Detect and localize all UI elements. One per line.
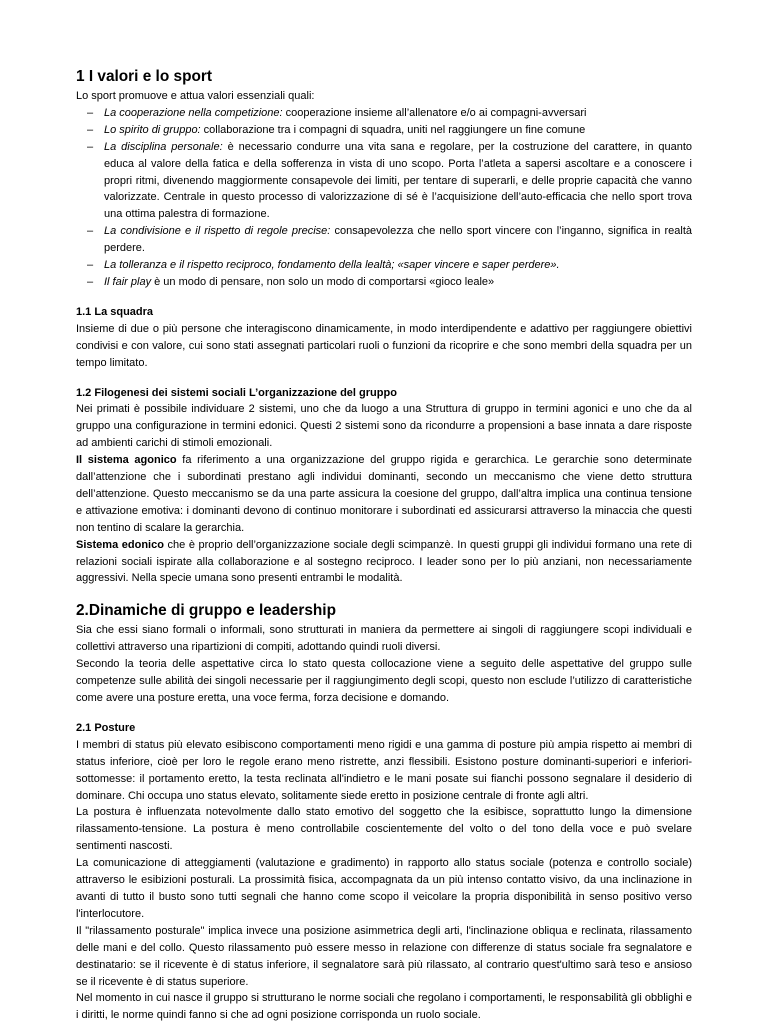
section-2-1-p5: Nel momento in cui nasce il gruppo si strutturano le norme sociali che regolano i comportamenti, le responsabilità gli obblighi e i diritti, le norme quindi fanno si che ad ogni posizione corrisponda un ruolo sociale. — [76, 992, 692, 1022]
edonico-text: che è proprio dell’organizzazione sociale degli scimpanzè. In questi gruppi gli individui formano una rete di relazioni sociali ispirate alla collaborazione e al sostegno reciproco. I leader sono per lo più anziani, non necessariamente aggressivi. Nella specie umana sono presenti entrambi le modalità. — [76, 538, 692, 585]
dash-bullet-icon: – — [87, 259, 94, 272]
list-item — [76, 139, 692, 224]
section-2-1-p4: Il "rilassamento posturale" implica invece una posizione asimmetrica degli arti, l'inclinazione obliqua e reclinata, rilassamento delle mani e del collo. Questo rilassamento può essere messo in relazione con differenze di status sociale fra segnalatore e destinatario: se il ricevente è di status inferiore, il segnalatore sarà più rilassato, al contrario quest'ultimo sarà teso e ansioso se il ricevente è di status superiore. — [76, 924, 692, 988]
section-2-1-heading: 2.1 Posture — [76, 721, 136, 734]
item-lead: La tolleranza e il rispetto reciproco, fondamento della lealtà; «saper vincere e saper perdere». — [104, 259, 560, 272]
section-1-1-heading: 1.1 La squadra — [76, 305, 154, 318]
list-item — [76, 122, 692, 139]
item-lead: Lo spirito di gruppo: — [104, 123, 201, 136]
dash-bullet-icon: – — [87, 275, 94, 288]
section-1-2-body: Nei primati è possibile individuare 2 sistemi, uno che da luogo a una Struttura di gruppo in termini agonici e uno che da al gruppo una configurazione in termini edonici. Questi 2 sistemi sono da ricondurre a propensioni a base innata a dare risposte ad ambienti carichi di stimoli emozionali. — [76, 403, 692, 450]
list-item — [76, 274, 692, 291]
dash-bullet-icon: – — [87, 123, 94, 136]
values-list — [76, 105, 692, 291]
item-text: collaborazione tra i compagni di squadra, uniti nel raggiungere un fine comune — [200, 123, 586, 136]
item-lead: La condivisione e il rispetto di regole precise: — [104, 225, 331, 238]
item-text: è un modo di pensare, non solo un modo di comportarsi «gioco leale» — [151, 275, 495, 288]
section-2-1-p3: La comunicazione di atteggiamenti (valutazione e gradimento) in rapporto allo status sociale (potenza e controllo sociale) attraverso le esibizioni posturali. La prossimità fisica, accompagnata da un più intenso contatto visivo, da una inclinazione in avanti di tutto il busto sono tutti segnali che hanno come scopo il veicolare la propria disponibilità in senso positivo verso l'interlocutore. — [76, 857, 692, 920]
item-text: cooperazione insieme all’allenatore e/o ai compagni-avversari — [282, 106, 587, 119]
dash-bullet-icon: – — [87, 225, 94, 238]
section-2-p2: Secondo la teoria delle aspettative circa lo stato questa collocazione viene a seguito delle aspettative del gruppo sulle competenze sulle abilità dei singoli necessarie per il raggiungimento degli scopi, questo non esclude l’utilizzo di caratteristiche come avere una posture eretta, una voce ferma, forza decisione e domando. — [76, 658, 692, 704]
agonico-paragraph — [76, 452, 692, 537]
list-item — [76, 105, 692, 122]
agonico-lead: Il sistema agonico — [76, 454, 177, 467]
section-1-2-heading: 1.2 Filogenesi dei sistemi sociali L’organizzazione del gruppo — [76, 386, 397, 399]
item-lead: La disciplina personale: — [104, 140, 223, 153]
dash-bullet-icon: – — [87, 106, 94, 119]
section-2-p1: Sia che essi siano formali o informali, sono strutturati in maniera da permettere ai singoli di raggiungere scopi individuali e collettivi attraverso una ripartizioni di compiti, adottando quindi ruoli diversi. — [76, 624, 692, 654]
section-1-intro: Lo sport promuove e attua valori essenziali quali: — [76, 90, 315, 102]
section-2-heading: 2.Dinamiche di gruppo e leadership — [76, 602, 336, 620]
section-1-1-body: Insieme di due o più persone che interagiscono dinamicamente, in modo interdipendente e adattivo per raggiungere obiettivi condivisi e con valore, cui sono stati assegnati particolari ruoli o funzioni da ricoprire e che sono membri della squadra per un tempo limitato. — [76, 322, 692, 369]
item-lead: La cooperazione nella competizione: — [104, 106, 283, 119]
item-text: consapevolezza che nello sport vincere con l’inganno, significa in realtà perdere. — [104, 225, 692, 255]
edonico-lead: Sistema edonico — [76, 538, 164, 551]
agonico-text: fa riferimento a una organizzazione del gruppo rigida e gerarchica. Le gerarchie sono determinate dall’attenzione che i subordinati prestano agli individui dominanti, secondo un meccanismo che viene detto struttura dell’attenzione. Questo meccanismo se da una parte assicura la coesione del gruppo, dall’altra implica una continua tensione e attivazione emotiva: i dominanti devono di continuo monitorare i subordinati ed assicurarsi attraverso la minaccia che questi non tentino di scalare la gerarchia. — [76, 454, 692, 534]
list-item — [76, 257, 692, 274]
section-2-1-p2: La postura è influenzata notevolmente dallo stato emotivo del soggetto che la esibisce, soprattutto lungo la dimensione rilassamento-tensione. La postura è meno controllabile coscientemente del volto o del tono della voce e può svelare sentimenti nascosti. — [76, 806, 692, 853]
dash-bullet-icon: – — [87, 140, 94, 153]
section-2-1-p1: I membri di status più elevato esibiscono comportamenti meno rigidi e una gamma di posture più ampia rispetto ai membri di status inferiore, cioè per loro le regole erano meno ristrette, anzi flessibili. Esistono posture dominanti-superiori e inferiori-sottomesse: il portamento eretto, la testa reclinata all'indietro e le mani posate sui fianchi possono segnalare il desiderio di dominare. Chi occupa uno status elevato, solitamente siede eretto in posizione centrale di fronte agli altri. — [76, 738, 692, 802]
section-1-heading: 1 I valori e lo sport — [76, 68, 212, 85]
list-item — [76, 223, 692, 257]
item-text: è necessario condurre una vita sana e regolare, per la costruzione del carattere, in quanto educa al valore della fatica e della sofferenza in vista di uno scopo. Porta l’atleta a sapersi ascoltare e a conoscere i propri ritmi, divenendo maggiormente consapevole dei limiti, per tentare di superarli, e delle proprie capacità che vanno valorizzate. Centrale in questo processo di valorizzazione di sé è l’acquisizione dell’auto-efficacia che nello sport trova una ottima palestra di formazione. — [104, 140, 692, 221]
item-lead: Il fair play — [104, 275, 152, 288]
edonico-paragraph — [76, 537, 692, 588]
